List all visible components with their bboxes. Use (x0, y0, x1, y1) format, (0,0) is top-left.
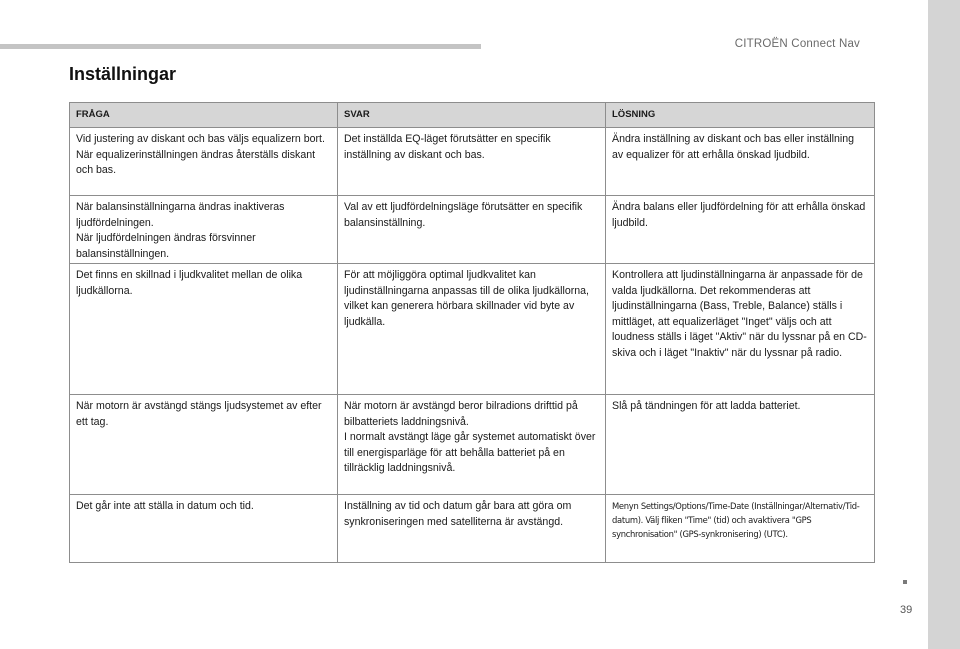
answer-cell: När motorn är avstängd beror bilradions drifttid på bilbatteriets laddningsnivå. I normalt avstängt läge går systemet automatiskt över till energisparläge för att behålla batteriet på en tillräcklig laddningsnivå. (338, 395, 606, 495)
page-title: Inställningar (69, 64, 177, 84)
header-rule (0, 44, 481, 49)
solution-cell: Menyn Settings/Options/Time-Date (Inställningar/Alternativ/Tid-datum). Välj fliken "Time" (tid) och avaktivera "GPS synchronisation" (GPS-synkronisering) (UTC). (606, 495, 875, 563)
column-header-solution: LÖSNING (606, 103, 875, 128)
table-row (70, 196, 875, 264)
question-cell: Det finns en skillnad i ljudkvalitet mellan de olika ljudkällorna. (70, 264, 338, 395)
answer-cell: Val av ett ljudfördelningsläge förutsätter en specifik balansinställning. (338, 196, 606, 264)
answer-cell: För att möjliggöra optimal ljudkvalitet kan ljudinställningarna anpassas till de olika ljudkällorna, vilket kan generera hörbara skillnader vid byte av ljudkälla. (338, 264, 606, 395)
question-cell: När balansinställningarna ändras inaktiveras ljudfördelningen. När ljudfördelningen ändras försvinner balansinställningen. (70, 196, 338, 264)
column-header-answer: SVAR (338, 103, 606, 128)
answer-cell: Det inställda EQ-läget förutsätter en specifik inställning av diskant och bas. (338, 128, 606, 196)
table-row (70, 495, 875, 563)
column-header-question: FRÅGA (70, 103, 338, 128)
faq-table (69, 102, 875, 563)
solution-cell: Kontrollera att ljudinställningarna är anpassade för de valda ljudkällorna. Det rekommenderas att ljudinställningarna (Bass, Treble, Balance) ställs i mittläget, att equalizerläget "Inget" väljs och att loudness ställs i läget "Aktiv" när du lyssnar på en CD-skiva och i läget "Inaktiv" när du lyssnar på radio. (606, 264, 875, 395)
section-end-marker (903, 580, 907, 584)
header-brand: CITROËN Connect Nav (734, 38, 860, 50)
solution-cell: Ändra inställning av diskant och bas eller inställning av equalizer för att erhålla önskad ljudbild. (606, 128, 875, 196)
answer-cell: Inställning av tid och datum går bara att göra om synkroniseringen med satelliterna är avstängd. (338, 495, 606, 563)
page-number: 39 (900, 604, 913, 616)
question-cell: Vid justering av diskant och bas väljs equalizern bort. När equalizerinställningen ändras återställs diskant och bas. (70, 128, 338, 196)
solution-cell: Slå på tändningen för att ladda batteriet. (606, 395, 875, 495)
question-cell: Det går inte att ställa in datum och tid. (70, 495, 338, 563)
question-cell: När motorn är avstängd stängs ljudsystemet av efter ett tag. (70, 395, 338, 495)
solution-cell: Ändra balans eller ljudfördelning för att erhålla önskad ljudbild. (606, 196, 875, 264)
table-header-row (70, 103, 875, 128)
table-row (70, 128, 875, 196)
page-edge-band (928, 0, 960, 649)
table-row (70, 264, 875, 395)
table-row (70, 395, 875, 495)
